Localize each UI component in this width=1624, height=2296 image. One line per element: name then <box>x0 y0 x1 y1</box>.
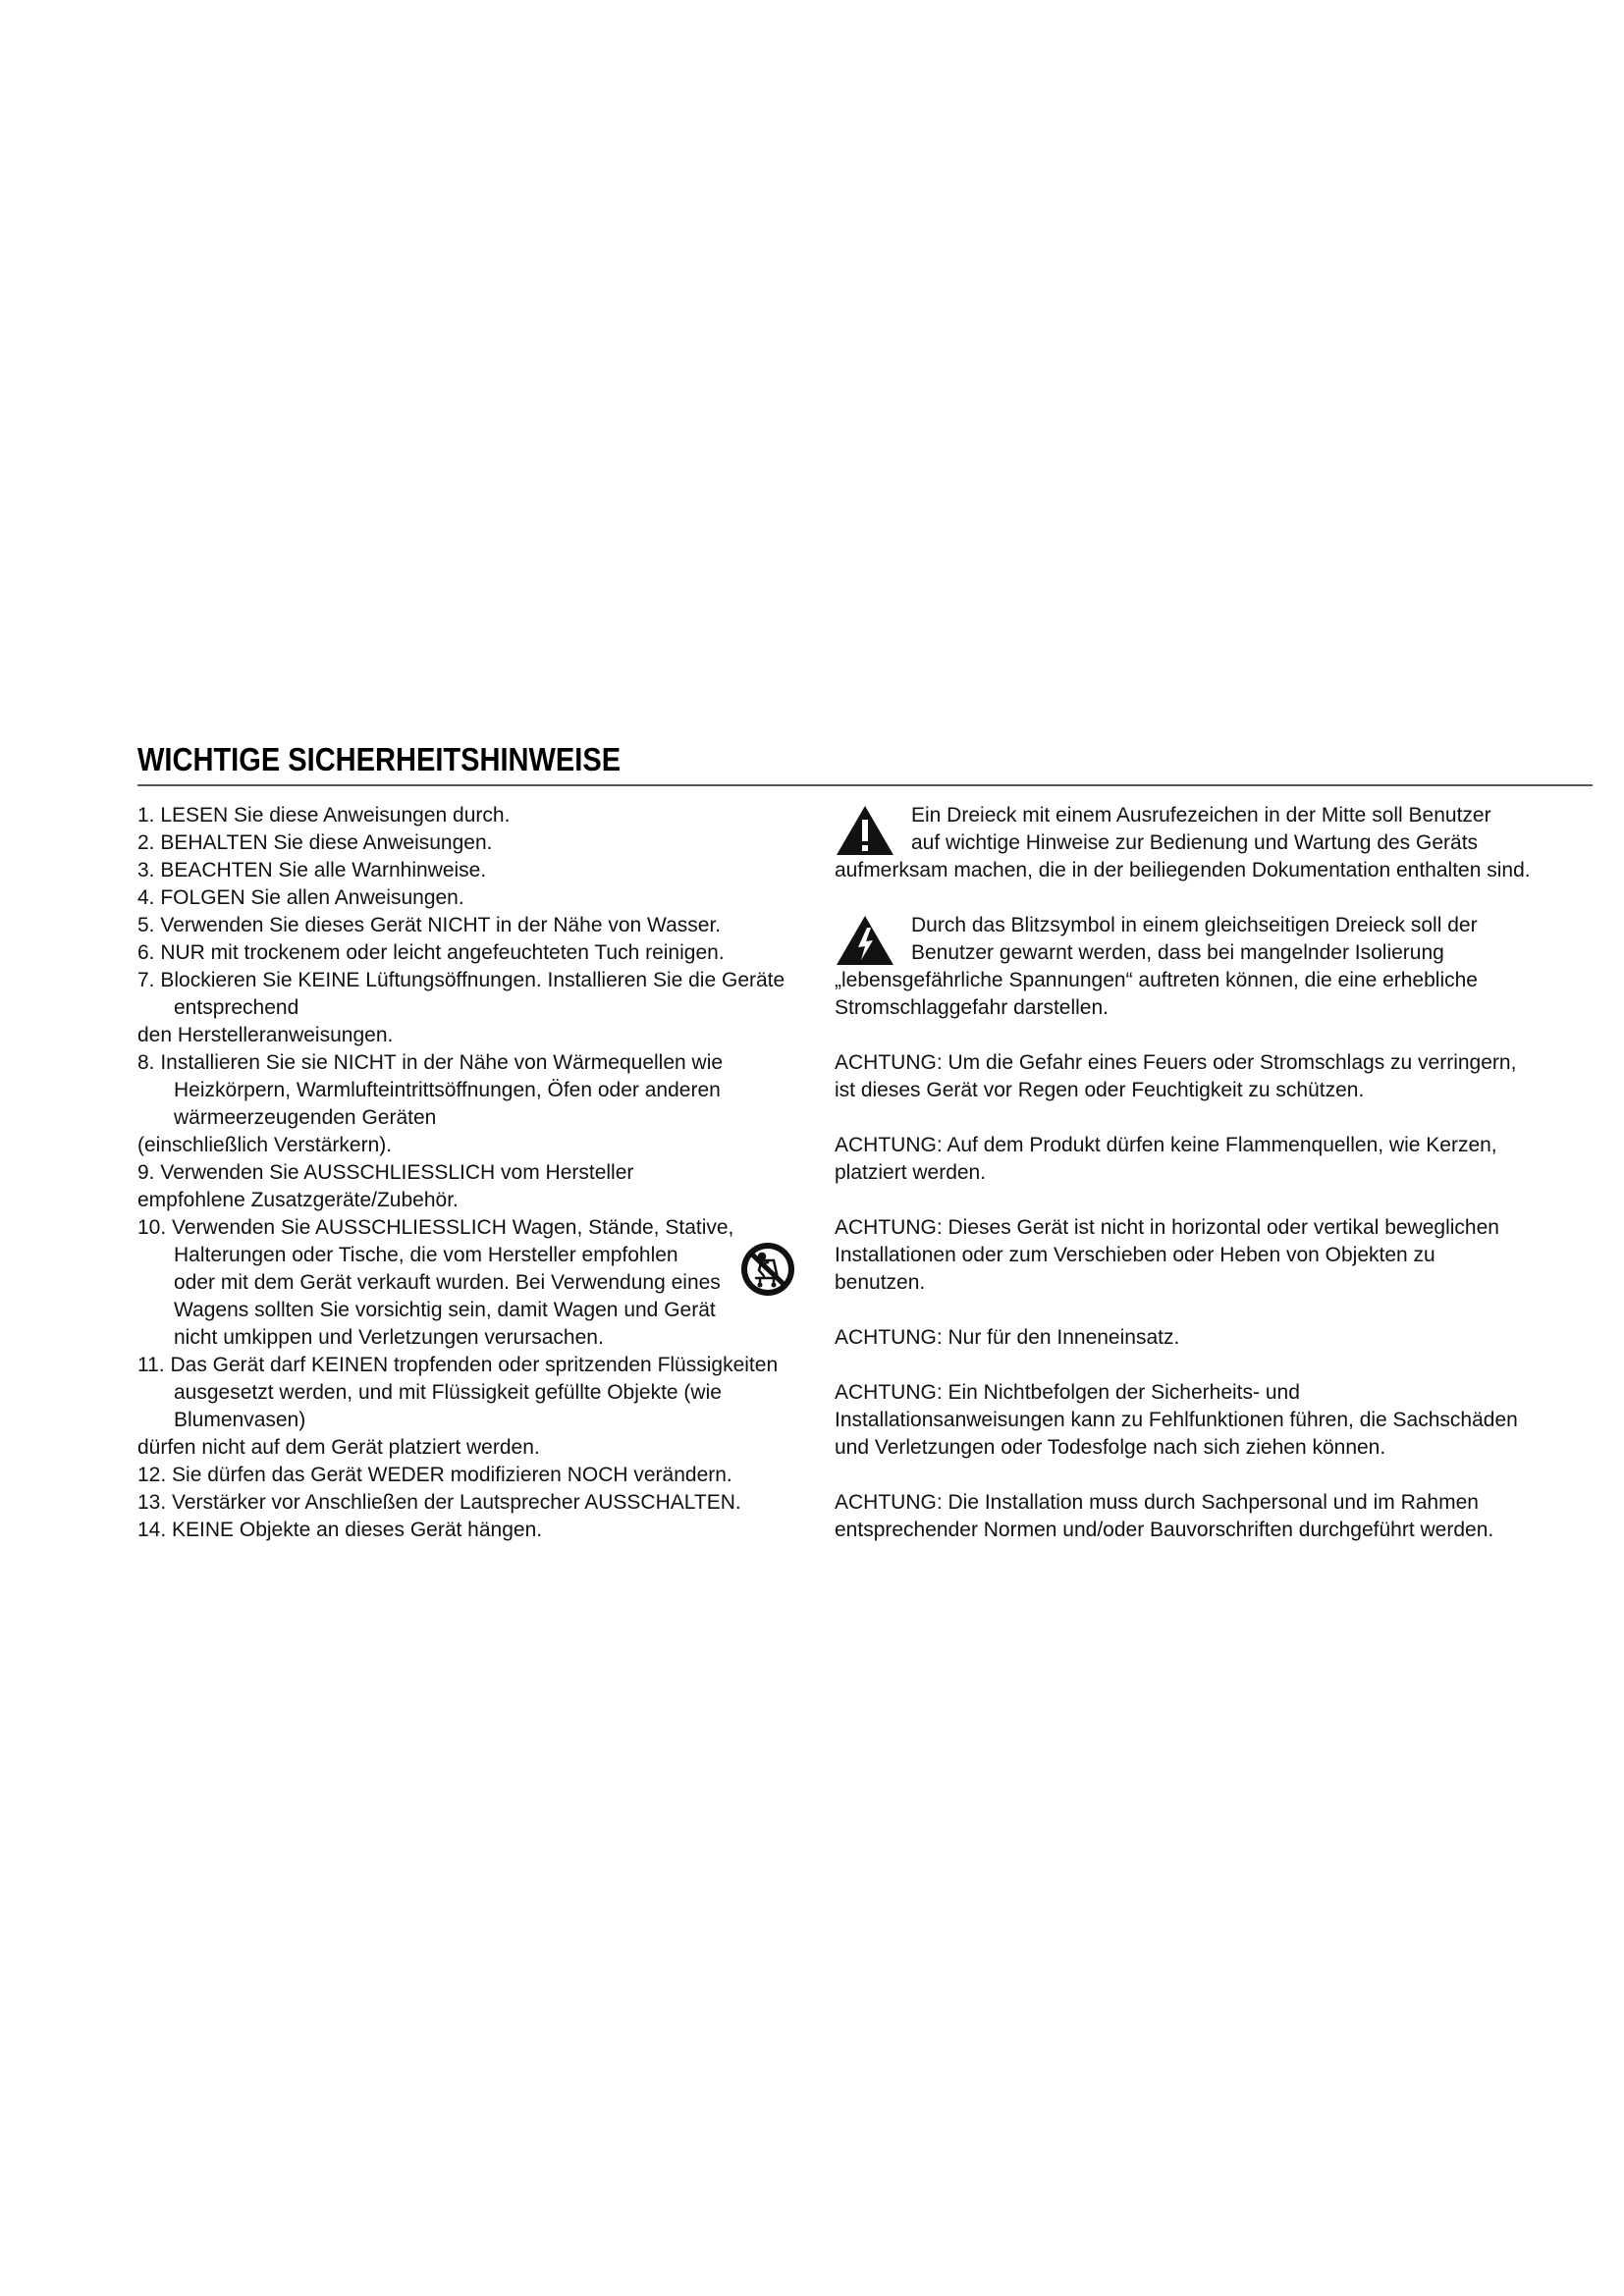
list-item: 11. Das Gerät darf KEINEN tropfenden oder spritzenden Flüssigkeiten <box>137 1354 779 1376</box>
list-item: 7. Blockieren Sie KEINE Lüftungsöffnungen. Installieren Sie die Geräte <box>137 969 785 991</box>
list-item: 12. Sie dürfen das Gerät WEDER modifizieren NOCH verändern. <box>137 1464 732 1486</box>
caution-line: ACHTUNG: Um die Gefahr eines Feuers oder Stromschlags zu verringern, <box>835 1051 1517 1074</box>
list-item-continuation: empfohlene Zusatzgeräte/Zubehör. <box>137 1189 459 1211</box>
caution-block <box>835 1379 1522 1462</box>
list-item-continuation: oder mit dem Gerät verkauft wurden. Bei Verwendung eines <box>174 1271 721 1294</box>
list-item-continuation: nicht umkippen und Verletzungen verursachen. <box>174 1326 604 1349</box>
list-item: 6. NUR mit trockenem oder leicht angefeuchteten Tuch reinigen. <box>137 941 725 964</box>
caution-line: ACHTUNG: Nur für den Inneneinsatz. <box>835 1326 1180 1349</box>
caution-line: und Verletzungen oder Todesfolge nach sich ziehen können. <box>835 1436 1386 1459</box>
lightning-notice <box>835 912 1522 1022</box>
caution-line: ACHTUNG: Die Installation muss durch Sachpersonal und im Rahmen <box>835 1491 1479 1514</box>
cart-tipover-warning-icon <box>738 1239 797 1300</box>
caution-block <box>835 1489 1522 1544</box>
safety-instructions-list <box>137 802 805 1544</box>
caution-line: Installationsanweisungen kann zu Fehlfunktionen führen, die Sachschäden <box>835 1409 1518 1431</box>
list-item: 1. LESEN Sie diese Anweisungen durch. <box>137 804 511 827</box>
list-item-continuation: Heizkörpern, Warmlufteintrittsöffnungen, Öfen oder anderen <box>174 1079 721 1101</box>
list-item: 2. BEHALTEN Sie diese Anweisungen. <box>137 831 493 854</box>
list-item: 8. Installieren Sie sie NICHT in der Nähe von Wärmequellen wie <box>137 1051 724 1074</box>
notice-line: Durch das Blitzsymbol in einem gleichseitigen Dreieck soll der <box>911 914 1478 936</box>
list-item-continuation: Wagens sollten Sie vorsichtig sein, damit Wagen und Gerät <box>174 1299 716 1321</box>
list-item-continuation: den Herstelleranweisungen. <box>137 1024 394 1046</box>
caution-line: ACHTUNG: Auf dem Produkt dürfen keine Flammenquellen, wie Kerzen, <box>835 1134 1497 1156</box>
caution-line: ACHTUNG: Dieses Gerät ist nicht in horizontal oder vertikal beweglichen <box>835 1216 1499 1239</box>
list-item: 10. Verwenden Sie AUSSCHLIESSLICH Wagen, Stände, Stative, <box>137 1216 734 1239</box>
page-title: WICHTIGE SICHERHEITSHINWEISE <box>137 741 622 777</box>
list-item: 13. Verstärker vor Anschließen der Lautsprecher AUSSCHALTEN. <box>137 1491 741 1514</box>
caution-block <box>835 1324 1522 1352</box>
list-item-continuation: entsprechend <box>174 996 299 1019</box>
list-item-continuation: wärmeerzeugenden Geräten <box>174 1106 437 1129</box>
lightning-triangle-icon <box>835 914 895 967</box>
caution-line: benutzen. <box>835 1271 926 1294</box>
warnings-column <box>835 802 1531 1544</box>
notice-line: Stromschlaggefahr darstellen. <box>835 996 1109 1019</box>
list-item-continuation: dürfen nicht auf dem Gerät platziert werden. <box>137 1436 540 1459</box>
heading-divider <box>137 784 1593 786</box>
notice-line: aufmerksam machen, die in der beiliegenden Dokumentation enthalten sind. <box>835 859 1531 881</box>
caution-block <box>835 1214 1522 1297</box>
list-item-continuation: (einschließlich Verstärkern). <box>137 1134 393 1156</box>
caution-line: platziert werden. <box>835 1161 987 1184</box>
list-item-continuation: Blumenvasen) <box>174 1409 306 1431</box>
notice-line: „lebensgefährliche Spannungen“ auftreten können, die eine erhebliche <box>835 969 1478 991</box>
list-item: 3. BEACHTEN Sie alle Warnhinweise. <box>137 859 487 881</box>
caution-line: Installationen oder zum Verschieben oder Heben von Objekten zu <box>835 1244 1435 1266</box>
list-item: 4. FOLGEN Sie allen Anweisungen. <box>137 886 464 909</box>
caution-line: ist dieses Gerät vor Regen oder Feuchtigkeit zu schützen. <box>835 1079 1365 1101</box>
caution-line: entsprechender Normen und/oder Bauvorschriften durchgeführt werden. <box>835 1519 1494 1541</box>
list-item: 5. Verwenden Sie dieses Gerät NICHT in der Nähe von Wasser. <box>137 914 722 936</box>
caution-line: ACHTUNG: Ein Nichtbefolgen der Sicherheits- und <box>835 1381 1300 1404</box>
exclamation-triangle-icon <box>835 804 895 857</box>
list-item: 14. KEINE Objekte an dieses Gerät hängen. <box>137 1519 543 1541</box>
exclamation-notice <box>835 802 1531 884</box>
notice-line: Ein Dreieck mit einem Ausrufezeichen in der Mitte soll Benutzer <box>911 804 1491 827</box>
list-item-continuation: Halterungen oder Tische, die vom Hersteller empfohlen <box>174 1244 678 1266</box>
caution-block <box>835 1132 1522 1187</box>
notice-line: auf wichtige Hinweise zur Bedienung und Wartung des Geräts <box>911 831 1479 854</box>
list-item-continuation: ausgesetzt werden, und mit Flüssigkeit gefüllte Objekte (wie <box>174 1381 722 1404</box>
caution-block <box>835 1049 1522 1104</box>
notice-line: Benutzer gewarnt werden, dass bei mangelnder Isolierung <box>911 941 1444 964</box>
list-item: 9. Verwenden Sie AUSSCHLIESSLICH vom Hersteller <box>137 1161 634 1184</box>
